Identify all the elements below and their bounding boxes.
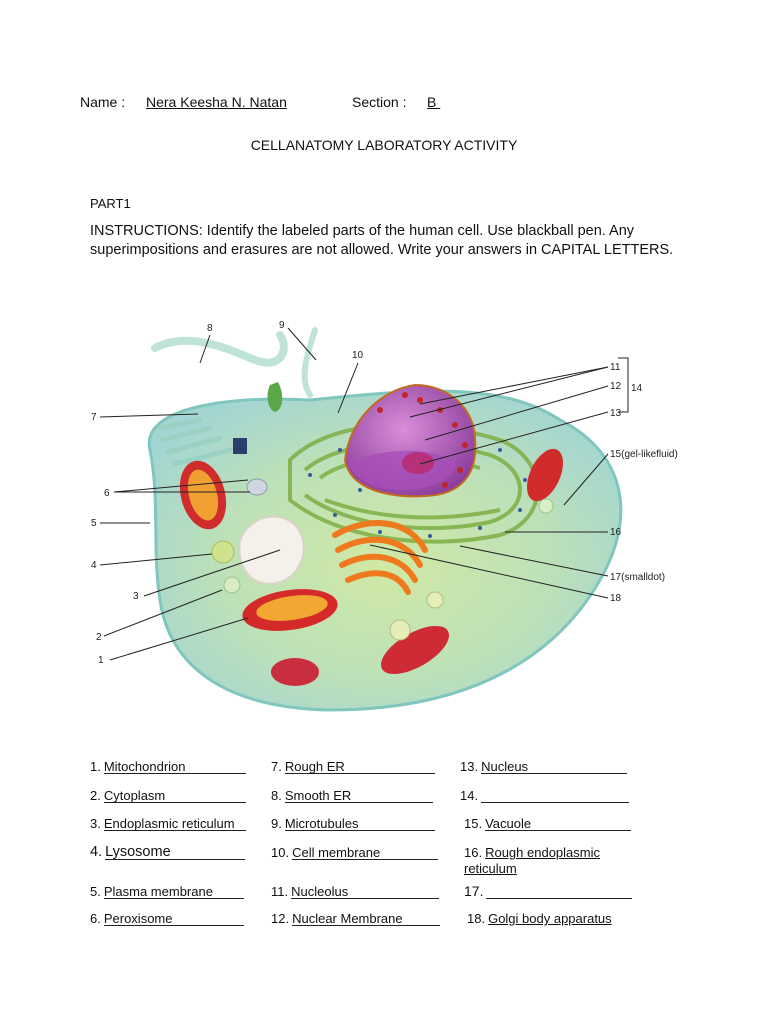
label-16: 16	[610, 527, 622, 538]
answer-13: 13. Nucleus	[460, 759, 627, 774]
answer-2: 2. Cytoplasm	[90, 788, 246, 803]
answer-17: 17.	[464, 883, 632, 899]
part-heading: PART1	[90, 196, 131, 211]
centriole-shape	[233, 438, 247, 454]
page-title: CELLANATOMY LABORATORY ACTIVITY	[250, 137, 518, 153]
cilium-shape	[305, 330, 315, 395]
label-1: 1	[98, 655, 104, 666]
instructions: INSTRUCTIONS: Identify the labeled parts of the human cell. Use blackball pen. Any superimpositions and erasures are not allowed. Write your answers in CAPITAL LETTERS.	[90, 223, 674, 258]
label-12: 12	[610, 381, 622, 392]
nucleolus-shape	[402, 452, 434, 474]
answer-15: 15. Vacuole	[464, 816, 631, 831]
section-label: Section :	[352, 94, 407, 110]
label-18: 18	[610, 593, 622, 604]
peroxisome-shape	[247, 479, 267, 495]
label-9: 9	[279, 320, 285, 331]
label-6: 6	[104, 488, 110, 499]
smooth-er-shape	[239, 517, 303, 584]
answer-10: 10. Cell membrane	[271, 845, 438, 860]
label-15: 15(gel-likefluid)	[610, 449, 678, 460]
name-value: Nera Keesha N. Natan	[146, 94, 287, 110]
vacuole-shape	[539, 499, 553, 513]
label-13: 13	[610, 408, 622, 419]
answer-9: 9. Microtubules	[271, 816, 435, 831]
answer-8: 8. Smooth ER	[271, 788, 433, 803]
label-14: 14	[631, 383, 643, 394]
label-5: 5	[91, 518, 97, 529]
answer-3: 3. Endoplasmic reticulum	[90, 816, 246, 831]
vesicle-shape	[224, 577, 240, 593]
answer-5: 5. Plasma membrane	[90, 884, 244, 899]
lysosome-shape	[212, 541, 234, 563]
answer-6: 6. Peroxisome	[90, 911, 244, 926]
answer-12: 12. Nuclear Membrane	[271, 911, 440, 926]
flagellum-shape	[155, 335, 284, 363]
cell-diagram	[80, 300, 700, 720]
label-8: 8	[207, 323, 213, 334]
name-label: Name :	[80, 94, 126, 110]
label-7: 7	[91, 412, 97, 423]
answer-4: 4. Lysosome	[90, 844, 245, 860]
answer-16-continued: reticulum	[464, 861, 517, 876]
answer-7: 7. Rough ER	[271, 759, 435, 774]
answer-1: 1. Mitochondrion	[90, 759, 246, 774]
label-3: 3	[133, 591, 139, 602]
label-17: 17(smalldot)	[610, 572, 666, 583]
answer-16: 16. Rough endoplasmic	[464, 845, 600, 860]
label-10: 10	[352, 350, 364, 361]
answer-18: 18. Golgi body apparatus	[467, 911, 612, 926]
answer-14: 14.	[460, 788, 629, 803]
label-2: 2	[96, 632, 102, 643]
section-value: B	[427, 94, 441, 110]
label-11: 11	[610, 362, 621, 373]
answer-11: 11. Nucleolus	[271, 884, 439, 899]
label-4: 4	[91, 560, 97, 571]
mitochondrion-shape-5	[271, 658, 319, 686]
